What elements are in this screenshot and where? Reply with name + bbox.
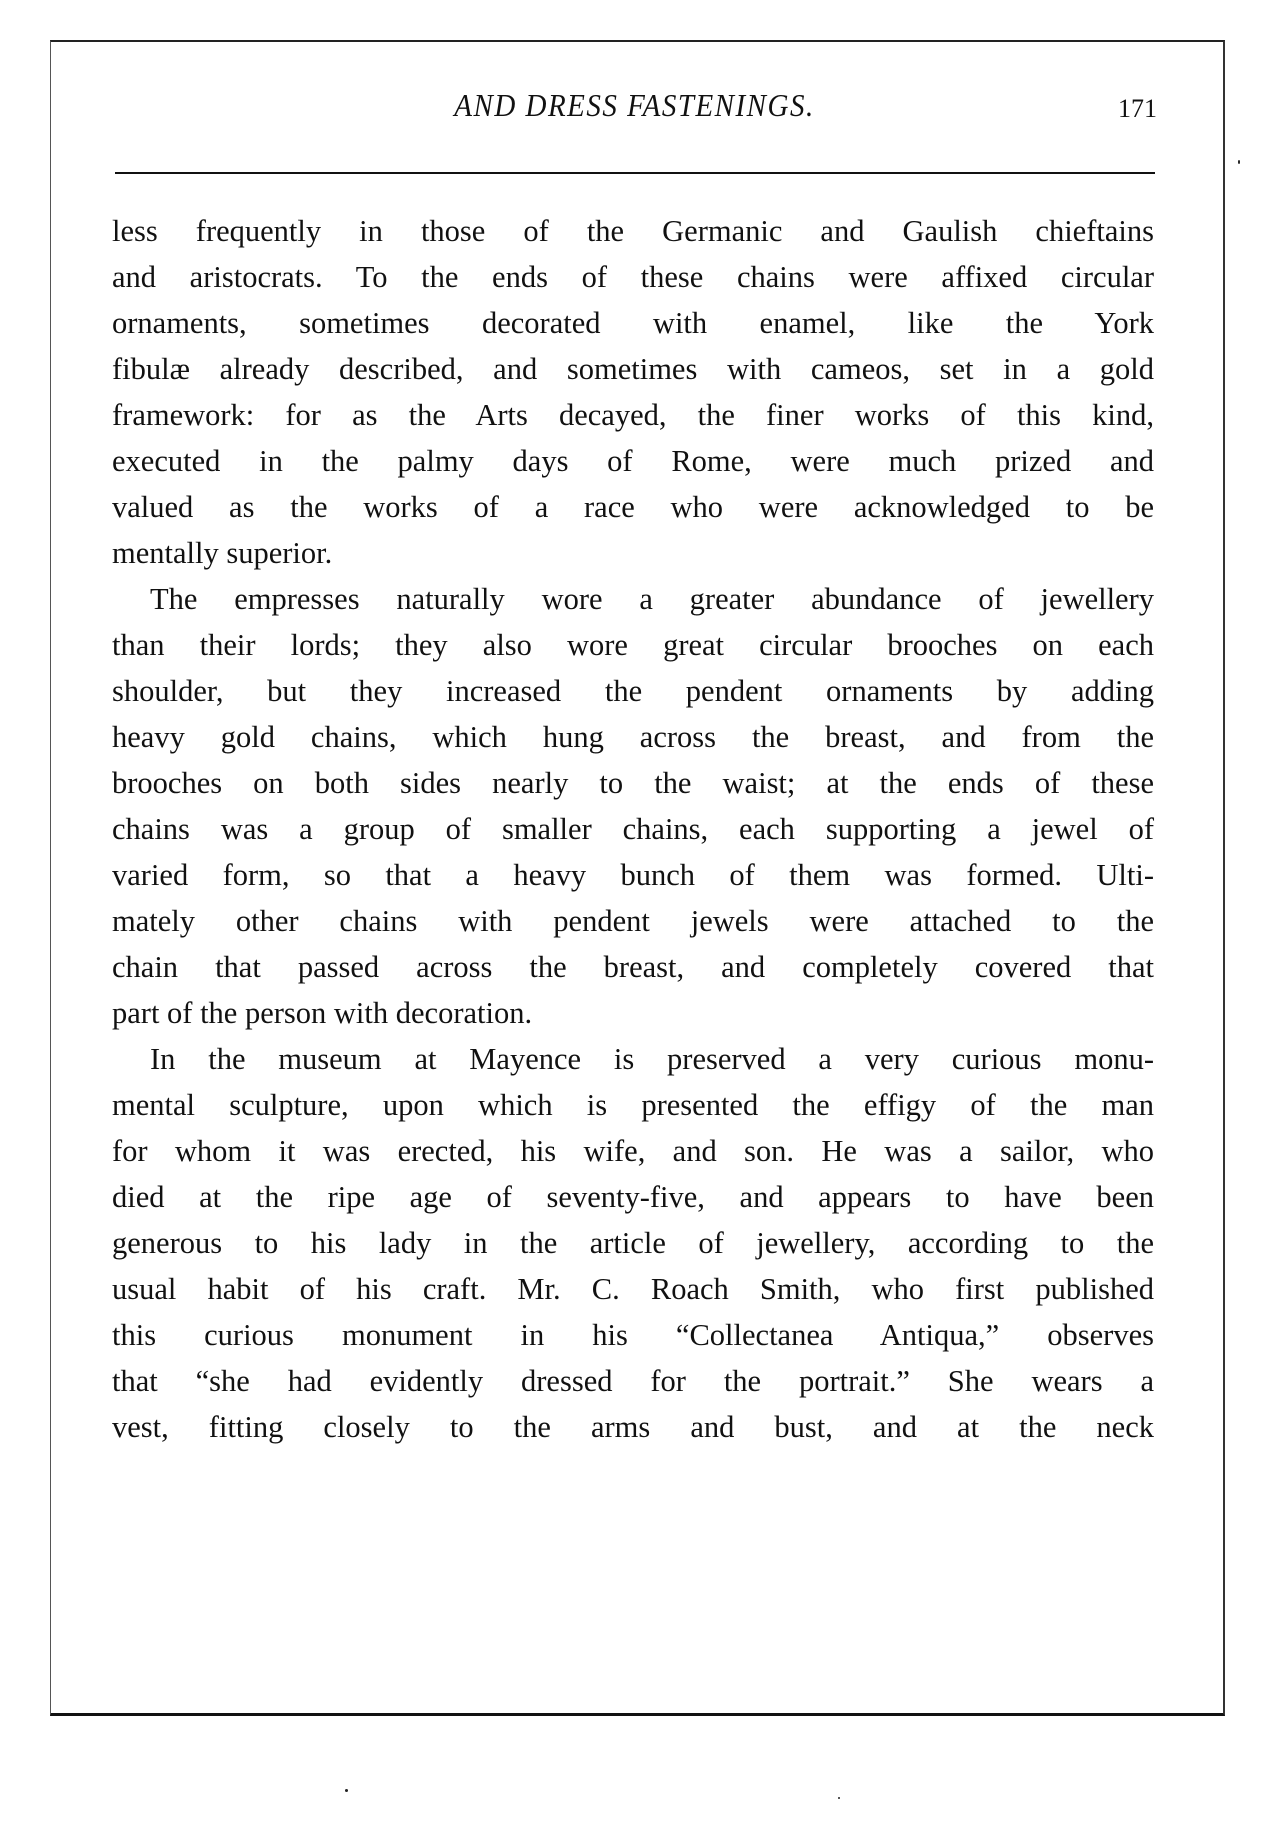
- text-line: mentally superior.: [112, 536, 333, 570]
- text-line: valued as the works of a race who were acknowledged to be: [112, 490, 1154, 524]
- scan-speck: [838, 1797, 840, 1799]
- text-line: mately other chains with pendent jewels were attached to the: [112, 904, 1154, 938]
- text-line: varied form, so that a heavy bunch of them was formed. Ulti-: [112, 858, 1154, 892]
- text-line: died at the ripe age of seventy-five, and appears to have been: [112, 1180, 1154, 1214]
- text-line: usual habit of his craft. Mr. C. Roach Smith, who first published: [112, 1272, 1154, 1306]
- text-line: framework: for as the Arts decayed, the finer works of this kind,: [112, 398, 1154, 432]
- text-line: mental sculpture, upon which is presented the effigy of the man: [112, 1088, 1154, 1122]
- text-line: In the museum at Mayence is preserved a very curious monu-: [150, 1042, 1154, 1076]
- text-line: than their lords; they also wore great circular brooches on each: [112, 628, 1154, 662]
- running-title: AND DRESS FASTENINGS.: [454, 88, 815, 124]
- text-line: chains was a group of smaller chains, each supporting a jewel of: [112, 812, 1154, 846]
- scan-speck: [1238, 160, 1240, 164]
- header-rule: [115, 172, 1155, 174]
- text-line: fibulæ already described, and sometimes with cameos, set in a gold: [112, 352, 1154, 386]
- text-line: this curious monument in his “Collectanea Antiqua,” observes: [112, 1318, 1154, 1352]
- running-header: [112, 90, 1157, 140]
- text-line: ornaments, sometimes decorated with enamel, like the York: [112, 306, 1154, 340]
- paragraph: [112, 1036, 1154, 1450]
- text-line: executed in the palmy days of Rome, were much prized and: [112, 444, 1154, 478]
- page-number: 171: [1118, 94, 1157, 123]
- text-line: that “she had evidently dressed for the portrait.” She wears a: [112, 1364, 1154, 1398]
- paragraph: [112, 576, 1154, 1036]
- text-line: for whom it was erected, his wife, and son. He was a sailor, who: [112, 1134, 1154, 1168]
- text-line: generous to his lady in the article of jewellery, according to the: [112, 1226, 1154, 1260]
- body-text: [112, 208, 1154, 1450]
- text-line: part of the person with decoration.: [112, 996, 533, 1030]
- text-line: less frequently in those of the Germanic and Gaulish chieftains: [112, 214, 1154, 248]
- text-line: vest, fitting closely to the arms and bust, and at the neck: [112, 1410, 1154, 1444]
- text-line: The empresses naturally wore a greater abundance of jewellery: [150, 582, 1154, 616]
- text-line: shoulder, but they increased the pendent ornaments by adding: [112, 674, 1154, 708]
- scan-speck: [345, 1789, 348, 1792]
- paragraph: [112, 208, 1154, 576]
- text-line: chain that passed across the breast, and completely covered that: [112, 950, 1154, 984]
- text-line: brooches on both sides nearly to the waist; at the ends of these: [112, 766, 1154, 800]
- text-line: and aristocrats. To the ends of these chains were affixed circular: [112, 260, 1154, 294]
- text-line: heavy gold chains, which hung across the breast, and from the: [112, 720, 1154, 754]
